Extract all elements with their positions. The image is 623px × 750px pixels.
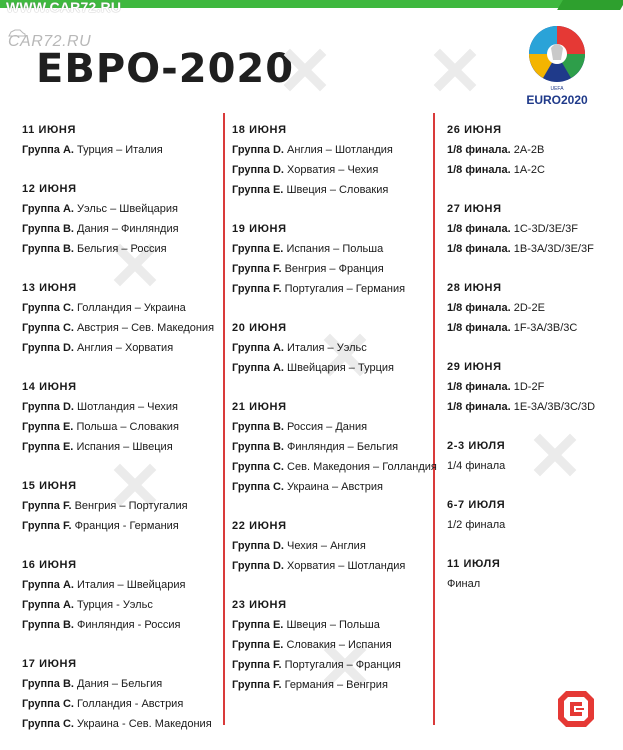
- match-teams: Украина - Сев. Македония: [77, 718, 212, 730]
- match-group: Группа E.: [232, 639, 284, 651]
- match-row: [447, 578, 480, 590]
- match-group: 1/8 финала.: [447, 381, 511, 393]
- match-teams: Польша – Словакия: [76, 421, 179, 433]
- match-row: [232, 639, 392, 651]
- match-teams: 1D-2F: [513, 381, 545, 393]
- match-group: Группа D.: [22, 342, 74, 354]
- match-group: Группа F.: [232, 263, 282, 275]
- match-teams: Австрия – Сев. Македония: [77, 322, 215, 334]
- match-group: Группа С.: [232, 481, 284, 493]
- match-group: Группа С.: [22, 322, 74, 334]
- match-row: [447, 519, 505, 531]
- match-row: [232, 679, 388, 691]
- match-date: 14 ИЮНЯ: [22, 381, 77, 393]
- match-row: [232, 421, 367, 433]
- match-row: [232, 540, 366, 552]
- match-group: 1/8 финала.: [447, 302, 511, 314]
- match-group: Группа F.: [22, 500, 72, 512]
- match-teams: Венгрия – Франция: [284, 263, 384, 275]
- match-date: 11 ИЮНЯ: [22, 124, 76, 136]
- top-green-stripe-tail: [557, 0, 623, 10]
- match-row: [22, 441, 173, 453]
- match-date: 21 ИЮНЯ: [232, 401, 287, 413]
- match-group: Группа F.: [232, 679, 282, 691]
- match-teams: Шотландия – Чехия: [77, 401, 178, 413]
- match-row: [447, 164, 545, 176]
- match-teams: Англия – Шотландия: [287, 144, 393, 156]
- page-title: ЕВРО-2020: [36, 46, 295, 92]
- logo-euro-label: EURO2020: [526, 93, 588, 107]
- match-group: Группа В.: [22, 619, 74, 631]
- match-group: Группа В.: [22, 678, 74, 690]
- match-teams: Швейцария – Турция: [287, 362, 394, 374]
- match-date: 23 ИЮНЯ: [232, 599, 287, 611]
- match-teams: 1/2 финала: [447, 519, 506, 531]
- match-teams: Словакия – Испания: [286, 639, 392, 651]
- match-date: 16 ИЮНЯ: [22, 559, 77, 571]
- match-group: Группа С.: [22, 718, 74, 730]
- match-teams: Голландия - Австрия: [77, 698, 184, 710]
- match-teams: Сев. Македония – Голландия: [287, 461, 437, 473]
- match-group: Группа D.: [22, 401, 74, 413]
- site-url: WWW.CAR72.RU: [6, 0, 122, 15]
- match-teams: Португалия – Германия: [284, 283, 406, 295]
- logo-uefa-label: UEFA: [550, 86, 564, 92]
- match-group: Группа E.: [22, 421, 74, 433]
- match-teams: Испания – Швеция: [76, 441, 173, 453]
- match-row: [232, 243, 383, 255]
- match-group: Группа С.: [22, 302, 74, 314]
- match-row: [447, 243, 594, 255]
- euro2020-logo: [512, 22, 602, 112]
- match-row: [22, 421, 179, 433]
- brand-badge-icon: [556, 689, 596, 729]
- match-group: Группа D.: [232, 164, 284, 176]
- match-teams: Чехия – Англия: [287, 540, 366, 552]
- match-date: 18 ИЮНЯ: [232, 124, 287, 136]
- match-row: [22, 144, 163, 156]
- match-teams: Турция - Уэльс: [77, 599, 153, 611]
- match-row: [232, 362, 394, 374]
- match-date: 13 ИЮНЯ: [22, 282, 77, 294]
- match-group: 1/8 финала.: [447, 164, 511, 176]
- match-row: [22, 579, 185, 591]
- match-row: [447, 460, 505, 472]
- match-row: [447, 144, 544, 156]
- match-row: [447, 302, 545, 314]
- match-group: Группа А.: [232, 342, 284, 354]
- match-teams: 1F-3A/3B/3C: [513, 322, 578, 334]
- match-group: Группа E.: [232, 184, 284, 196]
- match-date: 19 ИЮНЯ: [232, 223, 287, 235]
- match-date: 28 ИЮНЯ: [447, 282, 502, 294]
- match-teams: Бельгия – Россия: [77, 243, 167, 255]
- match-row: [22, 718, 212, 730]
- match-date: 22 ИЮНЯ: [232, 520, 287, 532]
- match-teams: Испания – Польша: [286, 243, 384, 255]
- match-row: [447, 401, 595, 413]
- match-row: [232, 342, 367, 354]
- match-group: Группа F.: [232, 283, 282, 295]
- match-row: [22, 500, 188, 512]
- match-row: [22, 698, 183, 710]
- match-teams: Турция – Италия: [77, 144, 163, 156]
- match-teams: Италия – Швейцария: [77, 579, 186, 591]
- match-group: 1/8 финала.: [447, 322, 511, 334]
- match-teams: Голландия – Украина: [77, 302, 186, 314]
- match-group: Группа А.: [22, 203, 74, 215]
- match-teams: 1/4 финала: [447, 460, 506, 472]
- match-group: Группа F.: [232, 659, 282, 671]
- match-row: [22, 401, 178, 413]
- match-group: Группа В.: [232, 441, 284, 453]
- match-teams: Швеция – Словакия: [286, 184, 389, 196]
- match-teams: Россия – Дания: [287, 421, 368, 433]
- match-row: [22, 619, 180, 631]
- match-date: 29 ИЮНЯ: [447, 361, 502, 373]
- match-group: Группа E.: [232, 243, 284, 255]
- match-teams: Дания – Бельгия: [77, 678, 163, 690]
- match-teams: Финал: [447, 578, 481, 590]
- match-row: [232, 461, 437, 473]
- match-row: [232, 263, 384, 275]
- match-row: [22, 243, 167, 255]
- match-row: [232, 619, 380, 631]
- match-teams: Англия – Хорватия: [77, 342, 174, 354]
- match-group: Группа D.: [232, 560, 284, 572]
- match-row: [232, 441, 398, 453]
- match-teams: 1E-3A/3B/3C/3D: [513, 401, 596, 413]
- match-date: 26 ИЮНЯ: [447, 124, 502, 136]
- match-teams: Португалия – Франция: [284, 659, 401, 671]
- match-group: Группа E.: [22, 441, 74, 453]
- match-group: Группа D.: [232, 540, 284, 552]
- match-teams: Хорватия – Шотландия: [287, 560, 406, 572]
- match-row: [232, 184, 388, 196]
- match-teams: 1C-3D/3E/3F: [513, 223, 578, 235]
- match-teams: Германия – Венгрия: [284, 679, 388, 691]
- match-row: [232, 560, 405, 572]
- match-teams: 1A-2C: [513, 164, 545, 176]
- match-date: 2-3 ИЮЛЯ: [447, 440, 506, 452]
- match-teams: 2D-2E: [513, 302, 545, 314]
- match-row: [447, 322, 577, 334]
- match-group: Группа В.: [22, 223, 74, 235]
- match-group: Группа F.: [22, 520, 72, 532]
- match-group: Группа E.: [232, 619, 284, 631]
- match-row: [447, 381, 544, 393]
- match-teams: Дания – Финляндия: [77, 223, 179, 235]
- match-row: [232, 481, 383, 493]
- column-divider-right: [433, 113, 435, 725]
- match-date: 11 ИЮЛЯ: [447, 558, 501, 570]
- match-date: 20 ИЮНЯ: [232, 322, 287, 334]
- match-group: Группа D.: [232, 144, 284, 156]
- match-teams: Хорватия – Чехия: [287, 164, 379, 176]
- column-divider-left: [223, 113, 225, 725]
- match-teams: 1B-3A/3D/3E/3F: [513, 243, 594, 255]
- match-row: [22, 678, 162, 690]
- match-row: [22, 302, 186, 314]
- match-teams: Финляндия - Россия: [77, 619, 181, 631]
- match-date: 6-7 ИЮЛЯ: [447, 499, 506, 511]
- watermark-text: CAR72.RU: [8, 33, 92, 50]
- match-row: [22, 203, 178, 215]
- match-teams: 2A-2B: [513, 144, 545, 156]
- match-group: Группа А.: [22, 599, 74, 611]
- match-teams: Венгрия – Португалия: [74, 500, 188, 512]
- match-row: [22, 223, 179, 235]
- match-teams: Франция - Германия: [74, 520, 179, 532]
- match-group: 1/8 финала.: [447, 401, 511, 413]
- match-row: [232, 144, 393, 156]
- match-date: 27 ИЮНЯ: [447, 203, 502, 215]
- match-group: Группа В.: [232, 421, 284, 433]
- match-teams: Швеция – Польша: [286, 619, 380, 631]
- match-group: 1/8 финала.: [447, 144, 511, 156]
- match-date: 17 ИЮНЯ: [22, 658, 77, 670]
- match-row: [232, 659, 401, 671]
- match-group: 1/8 финала.: [447, 223, 511, 235]
- match-group: Группа А.: [22, 579, 74, 591]
- match-group: Группа С.: [22, 698, 74, 710]
- match-row: [22, 322, 214, 334]
- match-row: [22, 599, 153, 611]
- match-row: [22, 342, 173, 354]
- match-row: [232, 164, 378, 176]
- match-group: 1/8 финала.: [447, 243, 511, 255]
- match-teams: Италия – Уэльс: [287, 342, 367, 354]
- match-group: Группа А.: [22, 144, 74, 156]
- match-row: [447, 223, 578, 235]
- match-group: Группа А.: [232, 362, 284, 374]
- match-group: Группа В.: [22, 243, 74, 255]
- match-date: 15 ИЮНЯ: [22, 480, 77, 492]
- match-teams: Уэльс – Швейцария: [77, 203, 178, 215]
- match-teams: Финляндия – Бельгия: [287, 441, 399, 453]
- match-date: 12 ИЮНЯ: [22, 183, 77, 195]
- match-group: Группа С.: [232, 461, 284, 473]
- match-row: [22, 520, 179, 532]
- match-teams: Украина – Австрия: [287, 481, 383, 493]
- match-row: [232, 283, 405, 295]
